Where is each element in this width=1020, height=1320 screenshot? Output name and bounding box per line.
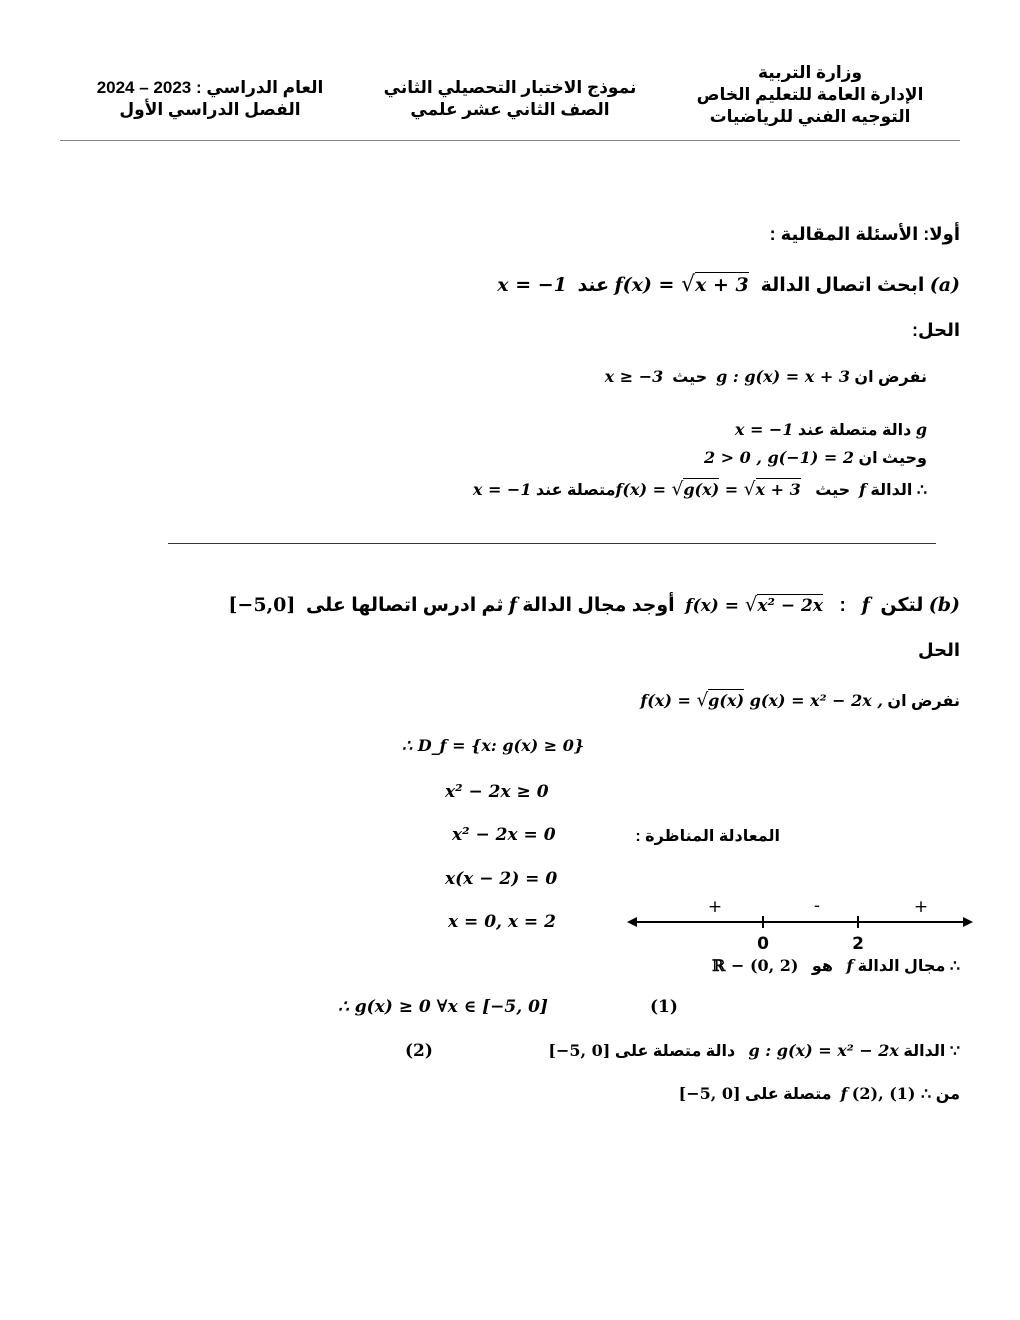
conc2-text: الدالة: [903, 1043, 946, 1060]
section-divider: [168, 543, 936, 544]
line2-math: x = −1: [734, 420, 794, 439]
question-a-line1: [605, 367, 927, 387]
header-year: [80, 77, 340, 121]
conclusion-2-number: (2): [405, 1041, 433, 1061]
question-a-at: عند: [577, 275, 610, 296]
conc2-because: ∵: [949, 1041, 960, 1060]
domain-result-set: ℝ − (0, 2): [712, 956, 799, 975]
assume-text: نفرض ان: [887, 693, 960, 710]
question-a-line4: [473, 479, 927, 500]
conclusion-2: [548, 1041, 960, 1061]
question-b-function: [685, 593, 829, 616]
line4-cont: متصلة عند: [535, 482, 616, 499]
final-f: f: [840, 1084, 848, 1103]
number-line-left-arrow: [627, 917, 637, 927]
conclusion-1-number: (1): [650, 997, 678, 1017]
assume-math: [640, 691, 883, 710]
question-a-solution-label: الحل:: [912, 320, 960, 340]
question-a-fx: f(x) =: [614, 274, 675, 296]
sqrt-symbol: √: [671, 479, 684, 500]
header-ministry-line3: التوجيه الفني للرياضيات: [709, 107, 911, 126]
line2-text: دالة متصلة عند: [797, 422, 912, 439]
assume-f: f(x) =: [640, 691, 691, 710]
line3-text: وحيث ان: [858, 450, 927, 467]
final-conclusion: [679, 1084, 960, 1104]
question-b-text2: أوجد مجال الدالة: [522, 595, 675, 616]
question-b-radicand: x² − 2x: [757, 596, 823, 616]
domain-result-is: هو: [811, 958, 833, 975]
inequality: x² − 2x ≥ 0: [445, 782, 549, 802]
question-a-radicand: x + 3: [695, 274, 749, 296]
domain-result-therefore: ∴: [949, 956, 960, 975]
question-b-text3: ثم ادرس اتصالها على: [305, 595, 504, 616]
question-a-line2: [735, 420, 927, 440]
final-interval: [−5, 0]: [678, 1084, 741, 1103]
line4-point: x = −1: [472, 480, 532, 499]
question-a-line3: [704, 448, 927, 468]
equation-1: x² − 2x = 0: [452, 825, 556, 845]
question-b-label: (b): [928, 594, 960, 616]
conc2-g: g : g(x) = x² − 2x: [748, 1041, 899, 1060]
line3-math: 2 > 0 , g(−1) = 2: [703, 448, 855, 467]
corresponding-equation-label: المعادلة المناظرة :: [635, 828, 780, 845]
header-ministry-line2: الإدارة العامة للتعليم الخاص: [696, 85, 924, 104]
line4-rad2: x + 3: [755, 480, 801, 499]
line1-cond: x ≥ −3: [604, 367, 664, 386]
assume-g: g(x) = x² − 2x ,: [749, 691, 883, 710]
number-line-label-0: 0: [757, 934, 769, 954]
header-divider: [60, 140, 960, 141]
domain-result-f: f: [846, 956, 854, 975]
header-ministry-line1: وزارة التربية: [757, 63, 863, 82]
sqrt-symbol: √: [743, 479, 756, 500]
header-term-line: الفصل الدراسي الأول: [119, 100, 301, 119]
question-b-f2: f: [508, 594, 517, 616]
question-b-interval: [−5,0]: [228, 594, 296, 616]
conc2-cont: دالة متصلة على: [614, 1043, 736, 1060]
question-b-text1: لتكن: [880, 595, 924, 616]
header-ministry: [690, 62, 930, 128]
number-line-sign-right: +: [913, 897, 929, 917]
number-line-right-arrow: [963, 917, 973, 927]
question-b-solution-label: الحل: [918, 640, 960, 660]
question-b-colon: :: [839, 595, 846, 616]
domain-result-text: مجال الدالة: [857, 958, 946, 975]
domain-definition: ∴ D_f = {x: g(x) ≥ 0}: [402, 736, 585, 755]
sqrt-symbol: √: [744, 593, 758, 616]
question-b-f: f: [861, 594, 870, 616]
line2-g: g: [915, 420, 927, 439]
sqrt-symbol: √: [696, 690, 709, 711]
line4-eq2: =: [724, 480, 739, 499]
header-exam: [370, 77, 650, 121]
assume-rad: g(x): [708, 691, 745, 710]
header-exam-title: نموذج الاختبار التحصيلي الثاني: [383, 78, 637, 97]
header-year-line: العام الدراسي : 2023 – 2024: [96, 78, 324, 97]
section-title: أولا: الأسئلة المقالية :: [769, 224, 960, 244]
number-line-label-2: 2: [852, 934, 864, 954]
conc2-interval: [−5, 0]: [548, 1041, 611, 1060]
question-a-function: [614, 274, 755, 296]
line4-rad1: g(x): [683, 480, 720, 499]
question-a-label: (a): [929, 274, 960, 296]
line4-therefore: ∴: [916, 480, 927, 499]
line1-math: g : g(x) = x + 3: [716, 367, 850, 386]
question-b-fx: f(x) =: [685, 596, 739, 616]
header-exam-grade: الصف الثاني عشر علمي: [410, 100, 610, 119]
line4-equation: [616, 480, 807, 499]
conclusion-1: ∴ g(x) ≥ 0 ∀x ∈ [−5, 0]: [338, 997, 548, 1017]
question-a: [497, 272, 960, 297]
line4-text: الدالة: [870, 482, 913, 499]
final-text: متصلة على: [745, 1086, 832, 1103]
question-b: [228, 593, 960, 617]
number-line-sign-middle: -: [813, 896, 821, 916]
line4-where: حيث: [815, 482, 851, 499]
number-line: [625, 893, 975, 955]
line1-text: نفرض ان: [854, 369, 927, 386]
domain-result: [712, 956, 960, 976]
line4-f: f: [859, 480, 866, 499]
final-refs: (2), (1) ∴: [851, 1084, 932, 1103]
number-line-sign-left: +: [707, 897, 723, 917]
roots: x = 0, x = 2: [448, 912, 556, 932]
question-b-assume: [640, 690, 960, 711]
line4-eq1: f(x) =: [615, 480, 667, 499]
question-a-text: ابحث اتصال الدالة: [760, 275, 925, 296]
final-from: من: [935, 1086, 960, 1103]
equation-2: x(x − 2) = 0: [445, 869, 558, 889]
question-a-point: x = −1: [497, 274, 567, 296]
line1-where: حيث: [672, 369, 708, 386]
sqrt-symbol: √: [681, 272, 695, 297]
